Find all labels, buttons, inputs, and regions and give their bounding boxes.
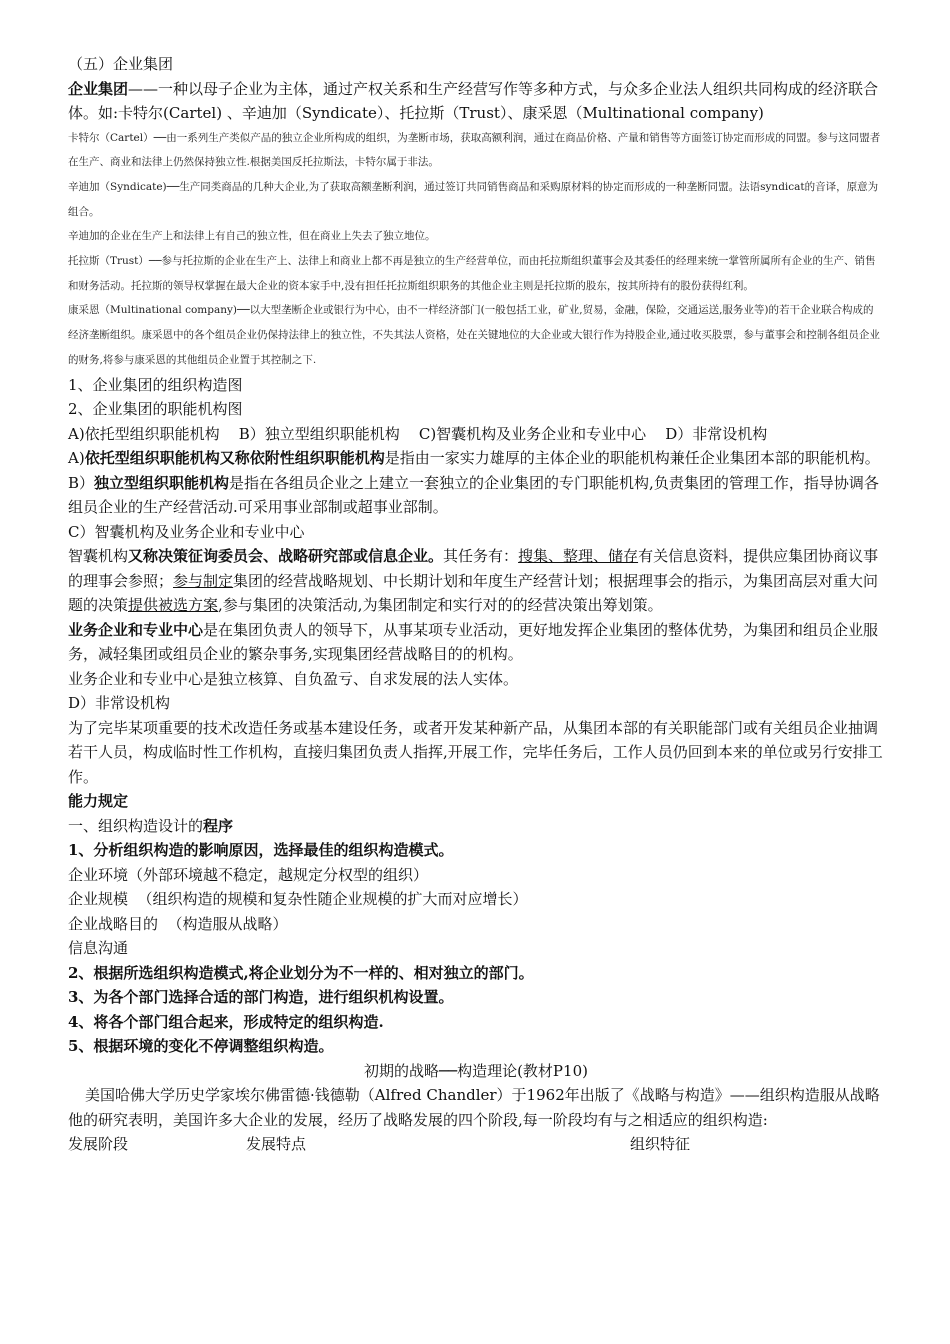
ability-heading: 能力规定 bbox=[68, 792, 129, 811]
para-d: 为了完毕某项重要的技术改造任务或基本建设任务，或者开发某种新产品，从集团本部的有关职能部门或有关组员企业抽调若干人员，构成临时性工作机构，直接归集团负责人指挥,开展工作，完毕任务后，工作人员仍回到本来的单位或另行安排工作。 bbox=[68, 718, 883, 786]
note-konzern: 康采恩（Multinational company)──以大型垄断企业或银行为中心，由不一样经济部门(一般包括工业，矿业,贸易，金融，保险，交通运送,服务业等)的若干企业联合构成的经济垄断组织。康采恩中的各个组员企业仍保持法律上的独立性，不失其法人资格，处在关键地位的大企业或大银行作为持股企业,通过收买股票，参与董事会和控制各组员企业的财务,将参与康采恩的其他组员企业置于其控制之下. bbox=[68, 304, 880, 366]
step-3: 3、为各个部门选择合适的部门构造，进行组织机构设置。 bbox=[68, 988, 454, 1007]
para-c-u3: 提供被选方案 bbox=[128, 596, 219, 615]
factor-strategy: 企业战略目的 （构造服从战略） bbox=[68, 914, 288, 933]
para-a-prefix: A) bbox=[68, 449, 85, 468]
chandler-paragraph: 美国哈佛大学历史学家埃尔佛雷德·钱德勒（Alfred Chandler）于1962年出版了《战略与构造》——组织构造服从战略 bbox=[85, 1086, 880, 1105]
research-line: 他的研究表明，美国许多大企业的发展，经历了战略发展的四个阶段,每一阶段均有与之相适应的组织构造: bbox=[68, 1110, 768, 1129]
design-heading bbox=[68, 814, 884, 839]
para-c-u2: 参与制定 bbox=[173, 571, 234, 590]
section-heading: （五）企业集团 bbox=[68, 55, 174, 73]
para-c-t4: 集团的经营战略规划、中长期计划和年度生产经营计划；根据理事会的指示，为集团高层对重大问题的决策 bbox=[68, 571, 879, 615]
step-4: 4、将各个部门组合起来，形成特定的组织构造. bbox=[68, 1012, 384, 1031]
small-notes bbox=[68, 126, 884, 373]
table-header-stage: 发展阶段 bbox=[68, 1135, 129, 1154]
para-c-t1: 智囊机构 bbox=[68, 547, 129, 566]
types-line: A)依托型组织职能机构 B）独立型组织职能机构 C)智囊机构及业务企业和专业中心 D）非常设机构 bbox=[68, 424, 768, 443]
d-heading: D）非常设机构 bbox=[68, 694, 171, 713]
note-trust: 托拉斯（Trust）──参与托拉斯的企业在生产上、法律上和商业上都不再是独立的生产经营单位，而由托拉斯组织董事会及其委任的经理来统一掌管所属所有企业的生产、销售和财务活动。托拉斯的领导权掌握在最大企业的资本家手中,没有担任托拉斯组织职务的其他企业主则是托拉斯的股东，按其所持有的股份获得红利。 bbox=[68, 255, 876, 292]
factor-scale: 企业规模 （组织构造的规模和复杂性随企业规模的扩大而对应增长） bbox=[68, 890, 528, 909]
step-1: 1、分析组织构造的影响原因，选择最佳的组织构造模式。 bbox=[68, 841, 454, 860]
para-biz-text: 是在集团负责人的领导下，从事某项专业活动，更好地发挥企业集团的整体优势，为集团和组员企业服务，减轻集团或组员企业的繁杂事务,实现集团经营战略目的的机构。 bbox=[68, 620, 879, 664]
biz-note: 业务企业和专业中心是独立核算、自负盈亏、自求发展的法人实体。 bbox=[68, 669, 519, 688]
design-heading-text: 一、组织构造设计的 bbox=[68, 816, 204, 835]
definition-paragraph bbox=[68, 77, 884, 126]
para-a-term: 依托型组织职能机构又称依附性组织职能机构 bbox=[84, 449, 385, 468]
para-c-u1: 搜集、整理、储存 bbox=[518, 547, 639, 566]
definition-term: 企业集团 bbox=[68, 79, 129, 98]
factor-communication: 信息沟通 bbox=[68, 939, 129, 958]
note-cartel: 卡特尔（Cartel）──由一系列生产类似产品的独立企业所构成的组织，为垄断市场，获取高额利润，通过在商品价格、产量和销售等方面签订协定而形成的同盟。参与这同盟者在生产、商业和法律上仍然保持独立性.根据美国反托拉斯法，卡特尔属于非法。 bbox=[68, 131, 881, 169]
step-2: 2、根据所选组织构造模式,将企业划分为不一样的、相对独立的部门。 bbox=[68, 963, 534, 982]
para-c-t5: ,参与集团的决策活动,为集团制定和实行对的的经营决策出筹划策。 bbox=[218, 596, 663, 615]
item-1: 1、企业集团的组织构造图 bbox=[68, 375, 243, 394]
para-biz bbox=[68, 618, 884, 667]
c-heading: C）智囊机构及业务企业和专业中心 bbox=[68, 522, 305, 541]
definition-text: ——一种以母子企业为主体，通过产权关系和生产经营写作等多种方式，与众多企业法人组织共同构成的经济联合体。如:卡特尔(Cartel) 、辛迪加（Syndicate）、托拉斯（Trust）、康采恩（Multinational company) bbox=[68, 79, 879, 122]
para-c-t2: 其任务有： bbox=[443, 547, 519, 566]
para-c bbox=[68, 544, 884, 618]
item-2: 2、企业集团的职能机构图 bbox=[68, 400, 243, 419]
table-header-features: 发展特点 bbox=[246, 1135, 307, 1154]
para-c-t3: 有关信息资料，提供应集团协商议事的理事会参照； bbox=[68, 547, 879, 590]
theory-title: 初期的战略──构造理论(教材P10) bbox=[364, 1061, 588, 1080]
para-b bbox=[68, 471, 884, 520]
para-a bbox=[68, 446, 884, 471]
note-syndicate: 辛迪加（Syndicate)──生产同类商品的几种大企业,为了获取高额垄断利润，通过签订共同销售商品和采购原材料的协定而形成的一种垄断同盟。法语syndicat的音译，原意为组合。 bbox=[68, 180, 879, 218]
document-page bbox=[68, 52, 884, 1157]
note-syndicate-independence: 辛迪加的企业在生产上和法律上有自己的独立性，但在商业上失去了独立地位。 bbox=[68, 230, 436, 243]
step-5: 5、根据环境的变化不停调整组织构造。 bbox=[68, 1037, 334, 1056]
table-header-row bbox=[68, 1132, 884, 1157]
para-biz-term: 业务企业和专业中心 bbox=[68, 620, 204, 639]
para-b-term: 独立型组织职能机构 bbox=[94, 473, 230, 492]
para-b-prefix: B） bbox=[68, 473, 95, 492]
table-header-org: 组织特征 bbox=[630, 1135, 691, 1154]
factor-environment: 企业环境（外部环境越不稳定，越规定分权型的组织） bbox=[68, 865, 429, 884]
para-c-b1: 又称决策征询委员会、战略研究部或信息企业。 bbox=[128, 547, 444, 566]
design-heading-bold: 程序 bbox=[203, 816, 234, 835]
para-b-text: 是指在各组员企业之上建立一套独立的企业集团的专门职能机构,负责集团的管理工作，指导协调各组员企业的生产经营活动.可采用事业部制或超事业部制。 bbox=[68, 473, 879, 517]
para-a-text: 是指由一家实力雄厚的主体企业的职能机构兼任企业集团本部的职能机构。 bbox=[384, 449, 880, 468]
